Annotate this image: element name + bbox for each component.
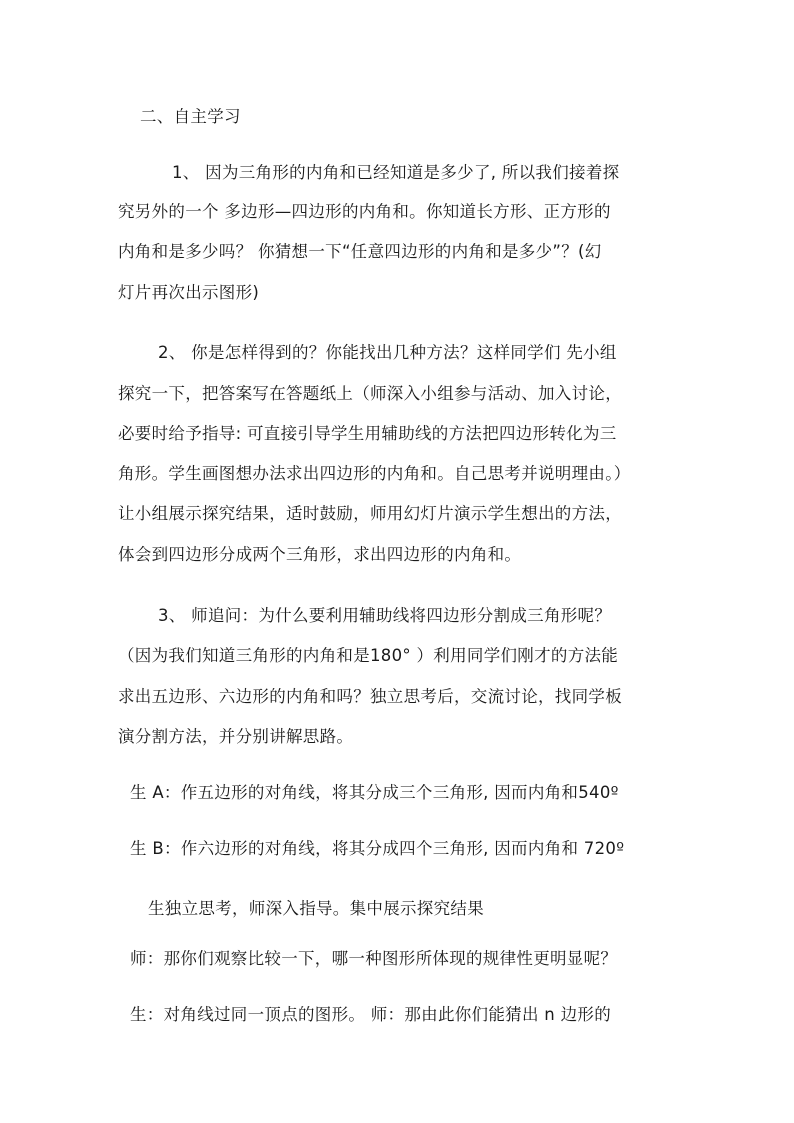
- section-heading: 二、自主学习: [140, 107, 241, 126]
- paragraph-1-line-2: 究另外的一个 多边形—四边形的内角和。你知道长方形、正方形的: [118, 202, 611, 221]
- paragraph-2-line-5: 让小组展示探究结果，适时鼓励，师用幻灯片演示学生想出的方法，: [118, 504, 622, 523]
- paragraph-3-line-1: 3、 师追问：为什么要利用辅助线将四边形分割成三角形呢？: [158, 606, 612, 625]
- paragraph-1-line-1: 1、 因为三角形的内角和已经知道是多少了, 所以我们接着探: [172, 163, 620, 182]
- paragraph-3-line-3: 求出五边形、六边形的内角和吗？独立思考后，交流讨论，找同学板: [118, 687, 622, 706]
- paragraph-2-line-3: 必要时给予指导: 可直接引导学生用辅助线的方法把四边形转化为三: [118, 424, 617, 443]
- paragraph-2-line-6: 体会到四边形分成两个三角形，求出四边形的内角和。: [118, 545, 522, 564]
- student-a-answer: 生 A：作五边形的对角线，将其分成三个三角形, 因而内角和540º: [130, 783, 619, 802]
- teacher-guidance-line: 生独立思考，师深入指导。集中展示探究结果: [148, 899, 484, 918]
- student-reply-line: 生：对角线过同一顶点的图形。 师：那由此你们能猜出 n 边形的: [130, 1005, 611, 1024]
- paragraph-3-line-2: （因为我们知道三角形的内角和是180° ）利用同学们刚才的方法能: [118, 646, 619, 665]
- paragraph-2-line-4: 角形。学生画图想办法求出四边形的内角和。自己思考并说明理由。）: [118, 464, 631, 483]
- paragraph-2-line-1: 2、 你是怎样得到的？你能找出几种方法？这样同学们 先小组: [158, 343, 617, 362]
- paragraph-2-line-2: 探究一下，把答案写在答题纸上（师深入小组参与活动、加入讨论，: [118, 384, 622, 403]
- paragraph-1-line-4: 灯片再次出示图形): [118, 283, 260, 302]
- paragraph-3-line-4: 演分割方法，并分别讲解思路。: [118, 727, 354, 746]
- teacher-question-line: 师：那你们观察比较一下，哪一种图形所体现的规律性更明显呢？: [130, 949, 618, 968]
- student-b-answer: 生 B：作六边形的对角线，将其分成四个三角形, 因而内角和 720º: [130, 839, 625, 858]
- paragraph-1-line-3: 内角和是多少吗？ 你猜想一下“任意四边形的内角和是多少”？(幻: [118, 242, 602, 261]
